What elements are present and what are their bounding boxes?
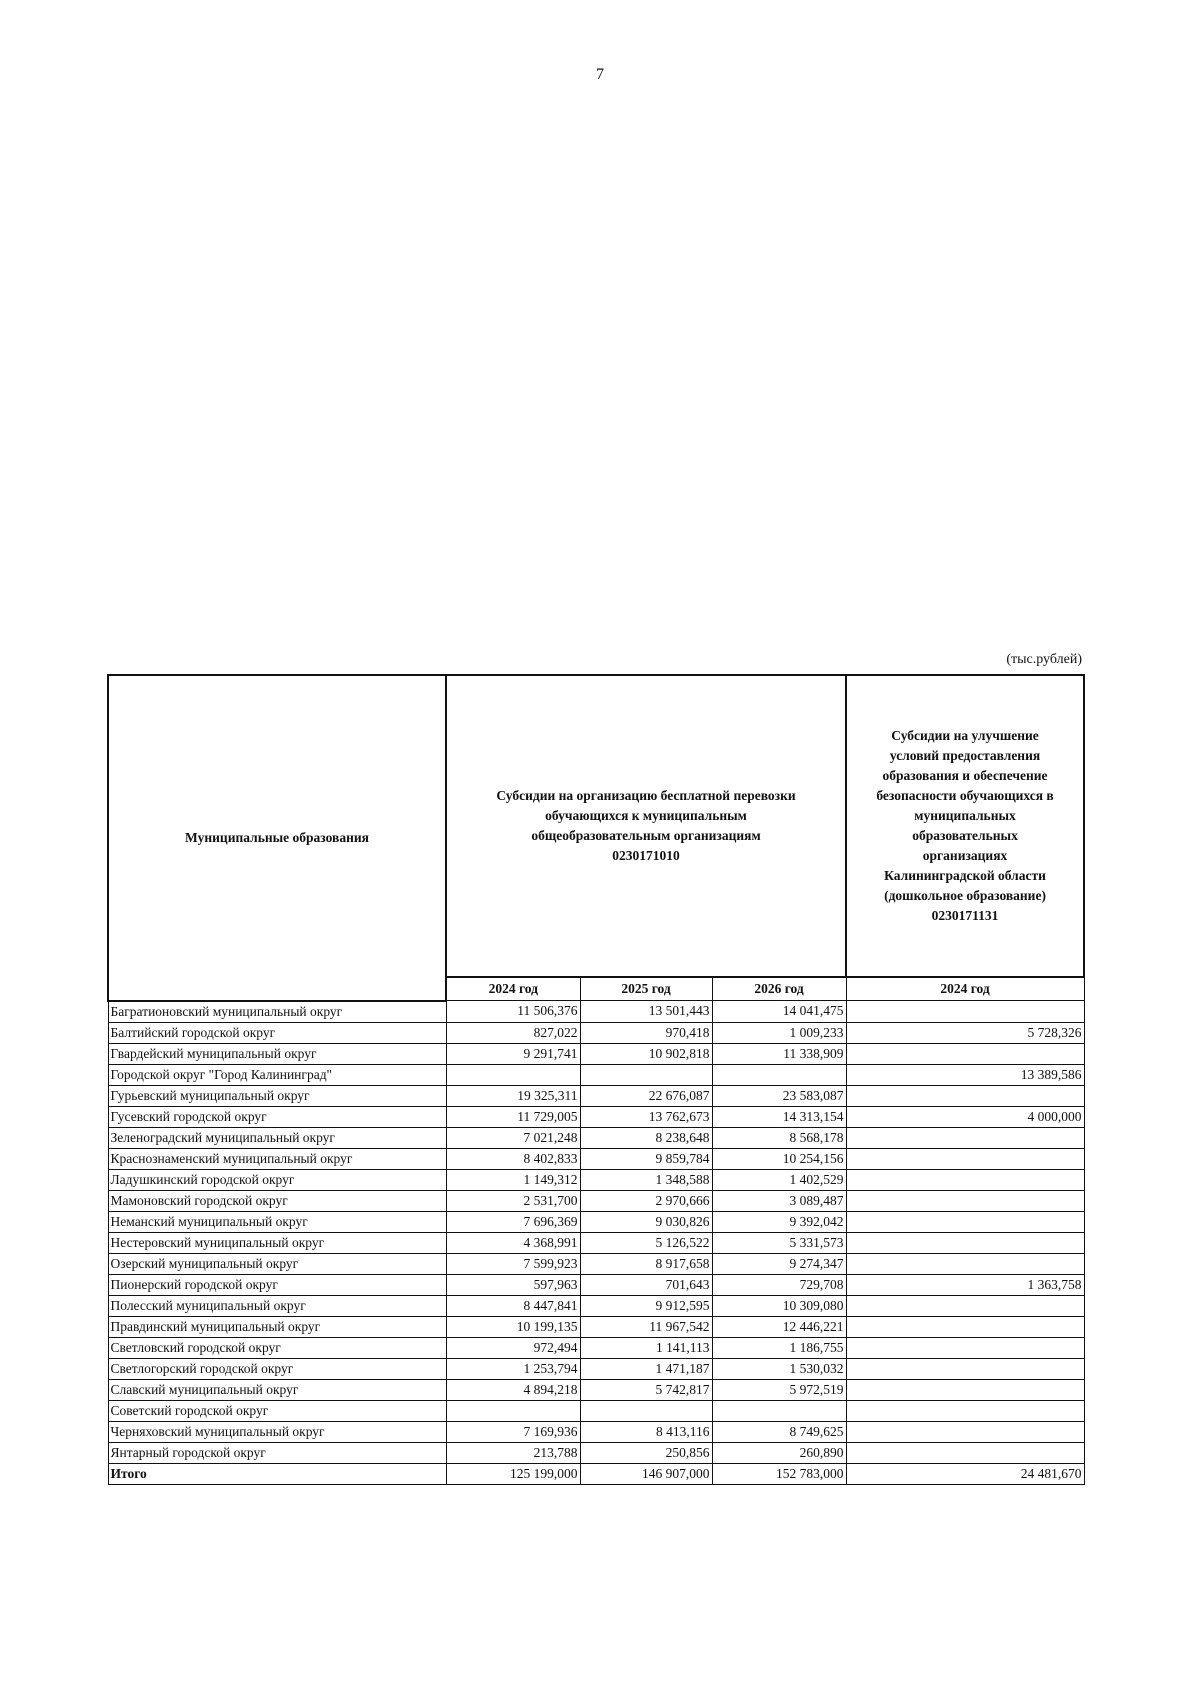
safety-2024-cell xyxy=(846,1085,1084,1106)
header-safety-line: образовательных xyxy=(912,828,1018,843)
safety-2024-cell: 1 363,758 xyxy=(846,1274,1084,1295)
safety-2024-cell xyxy=(846,1127,1084,1148)
municipality-name-cell: Ладушкинский городской округ xyxy=(108,1169,446,1190)
table-row xyxy=(108,1358,1084,1379)
transport-2026-cell: 1 402,529 xyxy=(712,1169,846,1190)
municipality-name-cell: Светловский городской округ xyxy=(108,1337,446,1358)
transport-2024-cell: 7 599,923 xyxy=(446,1253,580,1274)
table-row xyxy=(108,1148,1084,1169)
header-transport-line: обучающихся к муниципальным xyxy=(545,808,747,823)
municipality-name-cell: Полесский муниципальный округ xyxy=(108,1295,446,1316)
header-year-2025: 2025 год xyxy=(580,977,712,1001)
municipality-name-cell: Гвардейский муниципальный округ xyxy=(108,1043,446,1064)
table-row xyxy=(108,1169,1084,1190)
transport-2024-cell xyxy=(446,1064,580,1085)
header-transport-line: общеобразовательным организациям xyxy=(531,828,761,843)
transport-2025-cell: 5 742,817 xyxy=(580,1379,712,1400)
transport-2024-cell: 972,494 xyxy=(446,1337,580,1358)
table-body xyxy=(108,1001,1084,1485)
transport-2024-cell: 11 729,005 xyxy=(446,1106,580,1127)
table-row xyxy=(108,1085,1084,1106)
transport-2025-cell: 970,418 xyxy=(580,1022,712,1043)
transport-2025-cell: 9 859,784 xyxy=(580,1148,712,1169)
table-row xyxy=(108,1274,1084,1295)
safety-2024-cell xyxy=(846,1253,1084,1274)
header-safety-code: 0230171131 xyxy=(931,908,999,923)
municipality-name-cell: Багратионовский муниципальный округ xyxy=(108,1001,446,1023)
safety-2024-cell xyxy=(846,1190,1084,1211)
transport-2025-cell: 1 348,588 xyxy=(580,1169,712,1190)
transport-2024-cell: 1 149,312 xyxy=(446,1169,580,1190)
header-safety-line: Калининградской области xyxy=(884,868,1046,883)
safety-2024-cell xyxy=(846,1232,1084,1253)
transport-2026-cell: 9 392,042 xyxy=(712,1211,846,1232)
table-row xyxy=(108,1379,1084,1400)
header-safety-line: условий предоставления xyxy=(889,748,1041,763)
safety-2024-cell: 4 000,000 xyxy=(846,1106,1084,1127)
transport-2024-cell: 213,788 xyxy=(446,1442,580,1463)
header-safety-line: (дошкольное образование) xyxy=(884,888,1046,903)
municipality-name-cell: Правдинский муниципальный округ xyxy=(108,1316,446,1337)
transport-2024-cell: 8 402,833 xyxy=(446,1148,580,1169)
safety-2024-cell: 13 389,586 xyxy=(846,1064,1084,1085)
header-safety-line: муниципальных xyxy=(914,808,1016,823)
transport-2025-cell: 8 238,648 xyxy=(580,1127,712,1148)
header-safety-subsidy xyxy=(846,675,1084,977)
municipality-name-cell: Гусевский городской округ xyxy=(108,1106,446,1127)
transport-2025-cell xyxy=(580,1064,712,1085)
transport-2025-cell: 22 676,087 xyxy=(580,1085,712,1106)
transport-2025-cell: 11 967,542 xyxy=(580,1316,712,1337)
table-row xyxy=(108,1043,1084,1064)
transport-2024-cell: 1 253,794 xyxy=(446,1358,580,1379)
total-transport-2026-cell: 152 783,000 xyxy=(712,1463,846,1484)
page-number: 7 xyxy=(596,66,604,83)
subsidies-table xyxy=(107,674,1085,1485)
table-row xyxy=(108,1316,1084,1337)
table-row xyxy=(108,1337,1084,1358)
municipality-name-cell: Озерский муниципальный округ xyxy=(108,1253,446,1274)
transport-2025-cell: 9 030,826 xyxy=(580,1211,712,1232)
transport-2024-cell: 9 291,741 xyxy=(446,1043,580,1064)
transport-2024-cell: 19 325,311 xyxy=(446,1085,580,1106)
transport-2026-cell: 10 254,156 xyxy=(712,1148,846,1169)
safety-2024-cell xyxy=(846,1337,1084,1358)
units-label: (тыс.рублей) xyxy=(1006,652,1082,667)
header-safety-line: образования и обеспечение xyxy=(882,768,1048,783)
safety-2024-cell xyxy=(846,1169,1084,1190)
transport-2026-cell: 10 309,080 xyxy=(712,1295,846,1316)
transport-2025-cell xyxy=(580,1400,712,1421)
transport-2026-cell: 1 186,755 xyxy=(712,1337,846,1358)
municipality-name-cell: Балтийский городской округ xyxy=(108,1022,446,1043)
table-row xyxy=(108,1211,1084,1232)
transport-2025-cell: 5 126,522 xyxy=(580,1232,712,1253)
table-row xyxy=(108,1253,1084,1274)
transport-2025-cell: 1 141,113 xyxy=(580,1337,712,1358)
municipality-name-cell: Неманский муниципальный округ xyxy=(108,1211,446,1232)
municipality-name-cell: Светлогорский городской округ xyxy=(108,1358,446,1379)
transport-2026-cell: 260,890 xyxy=(712,1442,846,1463)
transport-2025-cell: 8 917,658 xyxy=(580,1253,712,1274)
municipality-name-cell: Гурьевский муниципальный округ xyxy=(108,1085,446,1106)
safety-2024-cell xyxy=(846,1211,1084,1232)
table-row xyxy=(108,1064,1084,1085)
transport-2026-cell: 23 583,087 xyxy=(712,1085,846,1106)
header-transport-line: Субсидии на организацию бесплатной перевозки xyxy=(496,788,796,803)
transport-2026-cell: 1 009,233 xyxy=(712,1022,846,1043)
transport-2024-cell: 4 368,991 xyxy=(446,1232,580,1253)
table-row xyxy=(108,1106,1084,1127)
transport-2024-cell: 4 894,218 xyxy=(446,1379,580,1400)
transport-2026-cell: 5 972,519 xyxy=(712,1379,846,1400)
total-transport-2024-cell: 125 199,000 xyxy=(446,1463,580,1484)
safety-2024-cell xyxy=(846,1421,1084,1442)
transport-2024-cell: 10 199,135 xyxy=(446,1316,580,1337)
transport-2026-cell: 9 274,347 xyxy=(712,1253,846,1274)
transport-2024-cell xyxy=(446,1400,580,1421)
safety-2024-cell xyxy=(846,1379,1084,1400)
municipality-name-cell: Пионерский городской округ xyxy=(108,1274,446,1295)
table-row xyxy=(108,1127,1084,1148)
municipality-name-cell: Янтарный городской округ xyxy=(108,1442,446,1463)
transport-2025-cell: 250,856 xyxy=(580,1442,712,1463)
header-year-2024: 2024 год xyxy=(446,977,580,1001)
total-row xyxy=(108,1463,1084,1484)
table-row xyxy=(108,1400,1084,1421)
safety-2024-cell xyxy=(846,1148,1084,1169)
transport-2026-cell: 14 041,475 xyxy=(712,1001,846,1023)
table-row xyxy=(108,1232,1084,1253)
safety-2024-cell xyxy=(846,1001,1084,1023)
transport-2024-cell: 7 696,369 xyxy=(446,1211,580,1232)
transport-2024-cell: 2 531,700 xyxy=(446,1190,580,1211)
safety-2024-cell xyxy=(846,1442,1084,1463)
transport-2026-cell: 1 530,032 xyxy=(712,1358,846,1379)
header-transport-subsidy xyxy=(446,675,846,977)
transport-2026-cell: 3 089,487 xyxy=(712,1190,846,1211)
transport-2024-cell: 7 169,936 xyxy=(446,1421,580,1442)
table-row xyxy=(108,1001,1084,1023)
safety-2024-cell xyxy=(846,1316,1084,1337)
header-municipality: Муниципальные образования xyxy=(108,675,446,1001)
transport-2024-cell: 7 021,248 xyxy=(446,1127,580,1148)
municipality-name-cell: Славский муниципальный округ xyxy=(108,1379,446,1400)
transport-2025-cell: 13 762,673 xyxy=(580,1106,712,1127)
safety-2024-cell xyxy=(846,1043,1084,1064)
transport-2025-cell: 1 471,187 xyxy=(580,1358,712,1379)
safety-2024-cell: 5 728,326 xyxy=(846,1022,1084,1043)
municipality-name-cell: Краснознаменский муниципальный округ xyxy=(108,1148,446,1169)
safety-2024-cell xyxy=(846,1295,1084,1316)
total-safety-2024-cell: 24 481,670 xyxy=(846,1463,1084,1484)
header-safety-line: безопасности обучающихся в xyxy=(876,788,1054,803)
municipality-name-cell: Городской округ "Город Калининград" xyxy=(108,1064,446,1085)
total-municipality-name-cell: Итого xyxy=(108,1463,446,1484)
transport-2026-cell xyxy=(712,1064,846,1085)
transport-2024-cell: 827,022 xyxy=(446,1022,580,1043)
municipality-name-cell: Зеленоградский муниципальный округ xyxy=(108,1127,446,1148)
table-row xyxy=(108,1022,1084,1043)
transport-2026-cell: 5 331,573 xyxy=(712,1232,846,1253)
municipality-name-cell: Советский городской округ xyxy=(108,1400,446,1421)
safety-2024-cell xyxy=(846,1400,1084,1421)
transport-2026-cell: 729,708 xyxy=(712,1274,846,1295)
transport-2025-cell: 701,643 xyxy=(580,1274,712,1295)
table-row xyxy=(108,1295,1084,1316)
transport-2026-cell: 8 749,625 xyxy=(712,1421,846,1442)
transport-2025-cell: 2 970,666 xyxy=(580,1190,712,1211)
transport-2025-cell: 13 501,443 xyxy=(580,1001,712,1023)
transport-2025-cell: 10 902,818 xyxy=(580,1043,712,1064)
transport-2026-cell: 8 568,178 xyxy=(712,1127,846,1148)
municipality-name-cell: Нестеровский муниципальный округ xyxy=(108,1232,446,1253)
header-safety-line: организациях xyxy=(922,848,1008,863)
transport-2026-cell: 14 313,154 xyxy=(712,1106,846,1127)
table-row xyxy=(108,1421,1084,1442)
transport-2025-cell: 9 912,595 xyxy=(580,1295,712,1316)
safety-2024-cell xyxy=(846,1358,1084,1379)
header-safety-year-2024: 2024 год xyxy=(846,977,1084,1001)
transport-2026-cell: 11 338,909 xyxy=(712,1043,846,1064)
municipality-name-cell: Черняховский муниципальный округ xyxy=(108,1421,446,1442)
transport-2024-cell: 11 506,376 xyxy=(446,1001,580,1023)
header-transport-code: 0230171010 xyxy=(612,848,680,863)
municipality-name-cell: Мамоновский городской округ xyxy=(108,1190,446,1211)
transport-2024-cell: 597,963 xyxy=(446,1274,580,1295)
header-year-2026: 2026 год xyxy=(712,977,846,1001)
header-safety-line: Субсидии на улучшение xyxy=(891,728,1039,743)
table-row xyxy=(108,1442,1084,1463)
total-transport-2025-cell: 146 907,000 xyxy=(580,1463,712,1484)
transport-2026-cell: 12 446,221 xyxy=(712,1316,846,1337)
table-row xyxy=(108,1190,1084,1211)
transport-2026-cell xyxy=(712,1400,846,1421)
transport-2025-cell: 8 413,116 xyxy=(580,1421,712,1442)
transport-2024-cell: 8 447,841 xyxy=(446,1295,580,1316)
